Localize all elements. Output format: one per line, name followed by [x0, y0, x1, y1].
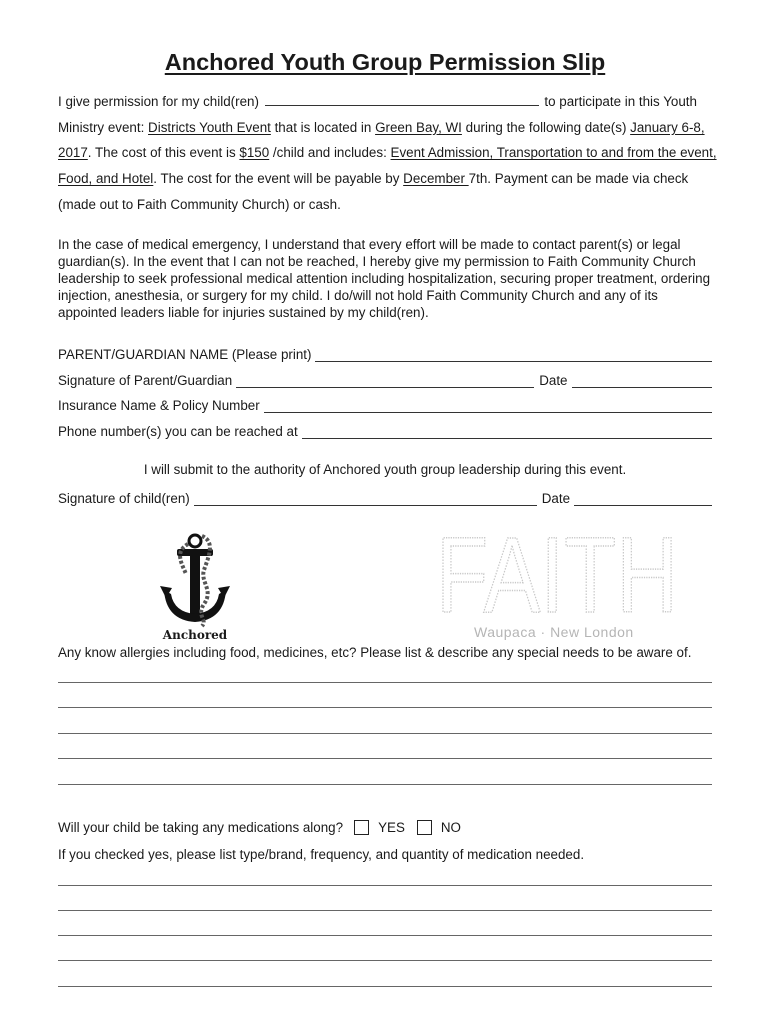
parent-signature-label: Signature of Parent/Guardian — [58, 373, 233, 388]
insurance-row — [58, 395, 712, 413]
medication-question: Will your child be taking any medications along? — [58, 820, 344, 835]
medication-line-2[interactable] — [58, 910, 712, 911]
document-title: Anchored Youth Group Permission Slip — [164, 49, 606, 75]
insurance-field[interactable] — [264, 401, 712, 413]
child-date-field[interactable] — [574, 494, 712, 506]
parent-name-row — [58, 344, 712, 362]
permission-text: /child and includes: — [269, 145, 391, 161]
child-signature-field[interactable] — [194, 494, 537, 506]
medication-line-1[interactable] — [58, 885, 712, 886]
medication-instructions: If you checked yes, please list type/brand, frequency, and quantity of medication needed. — [58, 847, 585, 862]
parent-signature-row — [58, 370, 712, 388]
permission-text: during the following date(s) — [461, 119, 631, 135]
event-dates-value: January 6-8, 2017 — [58, 119, 705, 161]
child-signature-label: Signature of child(ren) — [58, 491, 190, 506]
no-label: NO — [440, 820, 461, 835]
medication-question-row — [58, 820, 461, 835]
event-location-value: Green Bay, WI — [375, 119, 462, 135]
no-checkbox[interactable] — [417, 820, 432, 835]
child-name-field[interactable] — [265, 92, 539, 106]
faith-logo-wordmark — [436, 528, 680, 616]
allergy-question: Any know allergies including food, medicines, etc? Please list & describe any special needs to be aware of. — [58, 645, 692, 660]
child-date-label: Date — [541, 491, 571, 506]
medication-line-3[interactable] — [58, 935, 712, 936]
event-cost-value: $150 — [239, 145, 270, 161]
event-name-value: Districts Youth Event — [148, 119, 271, 135]
anchored-logo-label: Anchored — [162, 628, 228, 642]
payment-due-value: December — [403, 171, 469, 187]
event-includes-value: Event Admission, Transportation to and from the event, Food, and Hotel — [58, 145, 717, 187]
parent-name-field[interactable] — [315, 350, 712, 362]
faith-logo-subtitle: Waupaca · New London — [474, 624, 634, 640]
allergy-line-1[interactable] — [58, 682, 712, 683]
allergy-line-4[interactable] — [58, 758, 712, 759]
permission-text: . The cost of this event is — [87, 145, 240, 161]
medication-line-5[interactable] — [58, 986, 712, 987]
phone-field[interactable] — [302, 427, 712, 439]
parent-date-label: Date — [539, 373, 568, 388]
phone-label: Phone number(s) you can be reached at — [58, 424, 298, 439]
phone-row — [58, 421, 712, 439]
allergy-line-2[interactable] — [58, 707, 712, 708]
permission-text: 7th. Payment can be made via check (made out to Faith Community Church) or cash. — [58, 171, 689, 212]
permission-text: . The cost for the event will be payable by — [153, 171, 404, 187]
permission-text: that is located in — [270, 119, 376, 135]
permission-paragraph — [58, 89, 718, 218]
faith-logo-word: FAITH — [436, 528, 678, 616]
yes-checkbox[interactable] — [354, 820, 369, 835]
medication-line-4[interactable] — [58, 960, 712, 961]
insurance-label: Insurance Name & Policy Number — [58, 398, 260, 413]
allergy-line-3[interactable] — [58, 733, 712, 734]
permission-text: to participate in this Youth Ministry event: — [58, 94, 697, 135]
permission-text: I give permission for my child(ren) — [58, 94, 263, 109]
parent-name-label: PARENT/GUARDIAN NAME (Please print) — [58, 347, 312, 362]
allergy-line-5[interactable] — [58, 784, 712, 785]
medical-emergency-paragraph: In the case of medical emergency, I understand that every effort will be made to contact parent(s) or legal guardian(s). In the event that I can not be reached, I hereby give my permission to Faith Community Church leadership to seek professional medical attention including hospitalization, securing proper treatment, ordering injection, anesthesia, or surgery for my child. I do/will not hold Faith Community Church and any of its appointed leaders liable for injuries sustained by my child(ren). — [58, 237, 711, 320]
yes-label: YES — [378, 820, 405, 835]
parent-date-field[interactable] — [572, 376, 713, 388]
child-signature-row — [58, 488, 712, 506]
authority-statement: I will submit to the authority of Anchored youth group leadership during this event. — [143, 462, 627, 477]
parent-signature-field[interactable] — [236, 376, 534, 388]
